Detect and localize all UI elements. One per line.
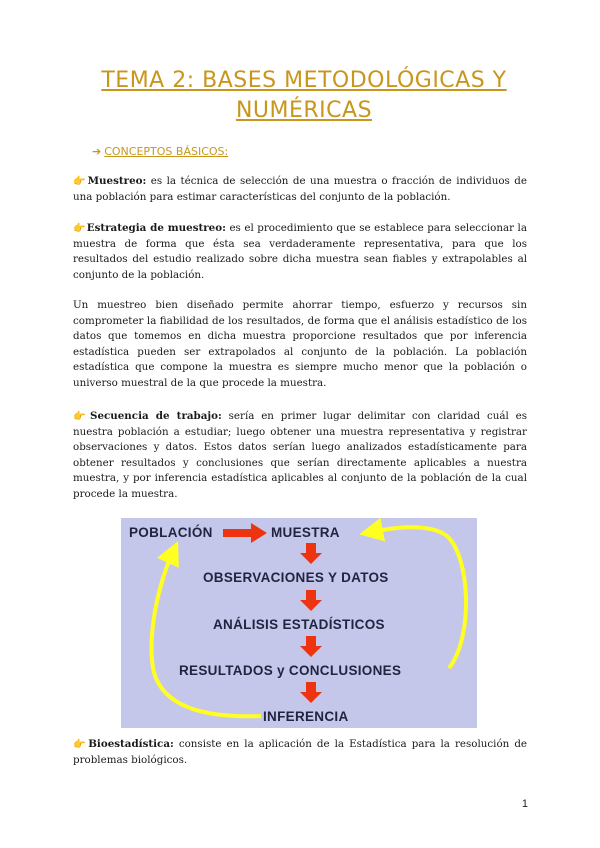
paragraph-estrategia	[73, 221, 527, 283]
loop-arrow-right	[371, 527, 466, 668]
pointing-hand-icon: 👉	[73, 223, 86, 234]
section-heading	[92, 145, 228, 158]
paragraph-bioestadistica	[73, 737, 527, 768]
paragraph-text: es el procedimiento que se establece para seleccionar la muestra de forma que ésta sea verdaderamente representativa, para que los resultados del estudio realizado sobre dicha muestra sean fiables y extrapolables al conjunto de la población.	[73, 222, 527, 281]
paragraph-text: es la técnica de selección de una muestra o fracción de individuos de una población para estimar características del conjunto de la población.	[73, 175, 527, 203]
paragraph-muestreo-diseno	[73, 298, 527, 391]
red-down-arrow-2	[300, 590, 322, 611]
term-label: Bioestadística:	[88, 738, 174, 750]
right-arrow-icon: ➔	[92, 145, 102, 158]
workflow-diagram	[121, 518, 477, 728]
document-title: TEMA 2: BASES METODOLÓGICAS Y NUMÉRICAS	[101, 68, 507, 123]
page-number: 1	[521, 798, 528, 810]
paragraph-muestreo	[73, 174, 527, 205]
term-label: Estrategia de muestreo:	[86, 222, 226, 234]
term-label: Muestreo:	[87, 175, 147, 187]
pointing-hand-icon: 👉	[73, 739, 88, 750]
pointing-hand-icon: 👉	[73, 411, 90, 422]
node-resultados: RESULTADOS y CONCLUSIONES	[179, 663, 402, 678]
node-poblacion: POBLACIÓN	[129, 525, 213, 540]
paragraph-text: sería en primer lugar delimitar con claridad cuál es nuestra población a estudiar; luego obtener una muestra representativa y registrar observaciones y datos. Estos datos serían luego analizados estadísticamente para obtener resultados y conclusiones que serían directamente aplicables a nuestra muestra, y por inferencia estadística aplicables al conjunto de la población de la cual procede la muestra.	[73, 410, 527, 500]
node-analisis: ANÁLISIS ESTADÍSTICOS	[213, 617, 385, 632]
paragraph-text: Un muestreo bien diseñado permite ahorrar tiempo, esfuerzo y recursos sin comprometer la fiabilidad de los resultados, de forma que el análisis estadístico de los datos que tomemos en dicha muestra proporcione resultados que por inferencia estadística pueden ser extrapolados al conjunto de la población. La población estadística que compone la muestra es siempre mucho menor que la población o universo muestral de la que procede la muestra.	[73, 299, 527, 389]
section-heading-label: CONCEPTOS BÁSICOS:	[104, 145, 229, 158]
node-muestra: MUESTRA	[271, 525, 340, 540]
node-observaciones: OBSERVACIONES Y DATOS	[203, 570, 389, 585]
term-label: Secuencia de trabajo:	[90, 410, 222, 422]
pointing-hand-icon: 👉	[73, 176, 87, 187]
red-down-arrow-4	[300, 682, 322, 703]
paragraph-text: consiste en la aplicación de la Estadística para la resolución de problemas biológicos.	[73, 738, 528, 766]
red-down-arrow-3	[300, 636, 322, 657]
red-down-arrow-1	[300, 543, 322, 564]
paragraph-secuencia	[73, 409, 527, 502]
red-right-arrow	[223, 523, 267, 543]
node-inferencia: INFERENCIA	[263, 709, 349, 724]
